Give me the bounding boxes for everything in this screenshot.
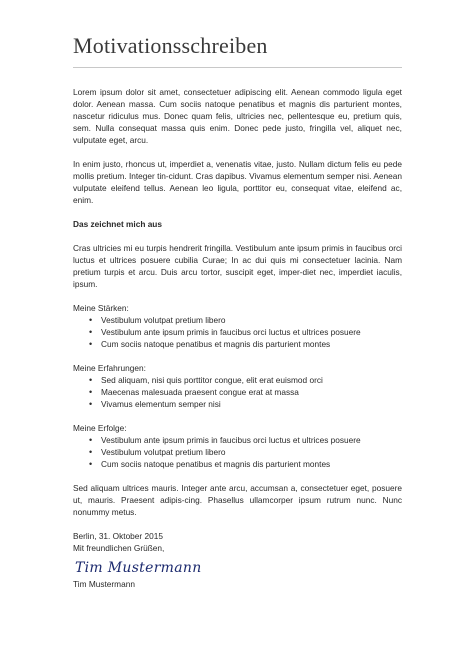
list-item: • Vestibulum volutpat pretium libero [101,314,402,326]
list-item: • Vestibulum volutpat pretium libero [101,446,402,458]
closing-greeting: Mit freundlichen Grüßen, [73,543,165,553]
successes-list [73,434,402,470]
list-item: • Vestibulum ante ipsum primis in faucibus orci luctus et ultrices posuere [101,434,402,446]
handwritten-signature: Tim Mustermann [75,560,202,576]
strengths-list [73,314,402,350]
paragraph-third: Cras ultricies mi eu turpis hendrerit fringilla. Vestibulum ante ipsum primis in faucibus orci luctus et ultrices posuere cubilia Curae; In ac dui quis mi consectetuer lacinia. Nam pretium turpis et arcu. Duis arcu tortor, suscipit eget, imper-diet nec, imperdiet iaculis, ipsum. [73,243,402,289]
list-item: • Cum sociis natoque penatibus et magnis dis parturient montes [101,338,402,350]
list-item: • Vivamus elementum semper nisi [101,398,402,410]
signer-name: Tim Mustermann [73,579,135,589]
letter-date: Berlin, 31. Oktober 2015 [73,531,163,541]
successes-label: Meine Erfolge: [73,423,127,433]
paragraph-intro: Lorem ipsum dolor sit amet, consectetuer adipiscing elit. Aenean commodo ligula eget dolor. Aenean massa. Cum sociis natoque penatibus et magnis dis parturient montes, nascetur ridiculus mus. Donec quam felis, ultricies nec, pellentesque eu, pretium quis, sem. Nulla consequat massa quis enim. Donec pede justo, fringilla vel, aliquet nec, vulputate eget, arcu. [73,87,402,145]
title-divider [73,67,402,68]
experience-label: Meine Erfahrungen: [73,363,146,373]
page-title: Motivationsschreiben [73,33,268,58]
strengths-label: Meine Stärken: [73,303,129,313]
list-item: • Vestibulum ante ipsum primis in faucibus orci luctus et ultrices posuere [101,326,402,338]
list-item: • Cum sociis natoque penatibus et magnis dis parturient montes [101,458,402,470]
list-item: • Maecenas malesuada praesent congue erat at massa [101,386,402,398]
letter-body [73,86,402,590]
paragraph-fourth: Sed aliquam ultrices mauris. Integer ante arcu, accumsan a, consectetuer eget, posuere ut, mauris. Praesent adipis-cing. Phasellus ullamcorper ipsum rutrum nunc. Nunc nonummy metus. [73,483,402,517]
section-heading: Das zeichnet mich aus [73,219,162,229]
list-item: • Sed aliquam, nisi quis porttitor congue, elit erat euismod orci [101,374,402,386]
experience-list [73,374,402,410]
paragraph-second: In enim justo, rhoncus ut, imperdiet a, venenatis vitae, justo. Nullam dictum felis eu pede mollis pretium. Integer tin-cidunt. Cras dapibus. Vivamus elementum semper nisi. Aenean vulputate eleifend tellus. Aenean leo ligula, porttitor eu, consequat vitae, eleifend ac, enim. [73,159,402,205]
